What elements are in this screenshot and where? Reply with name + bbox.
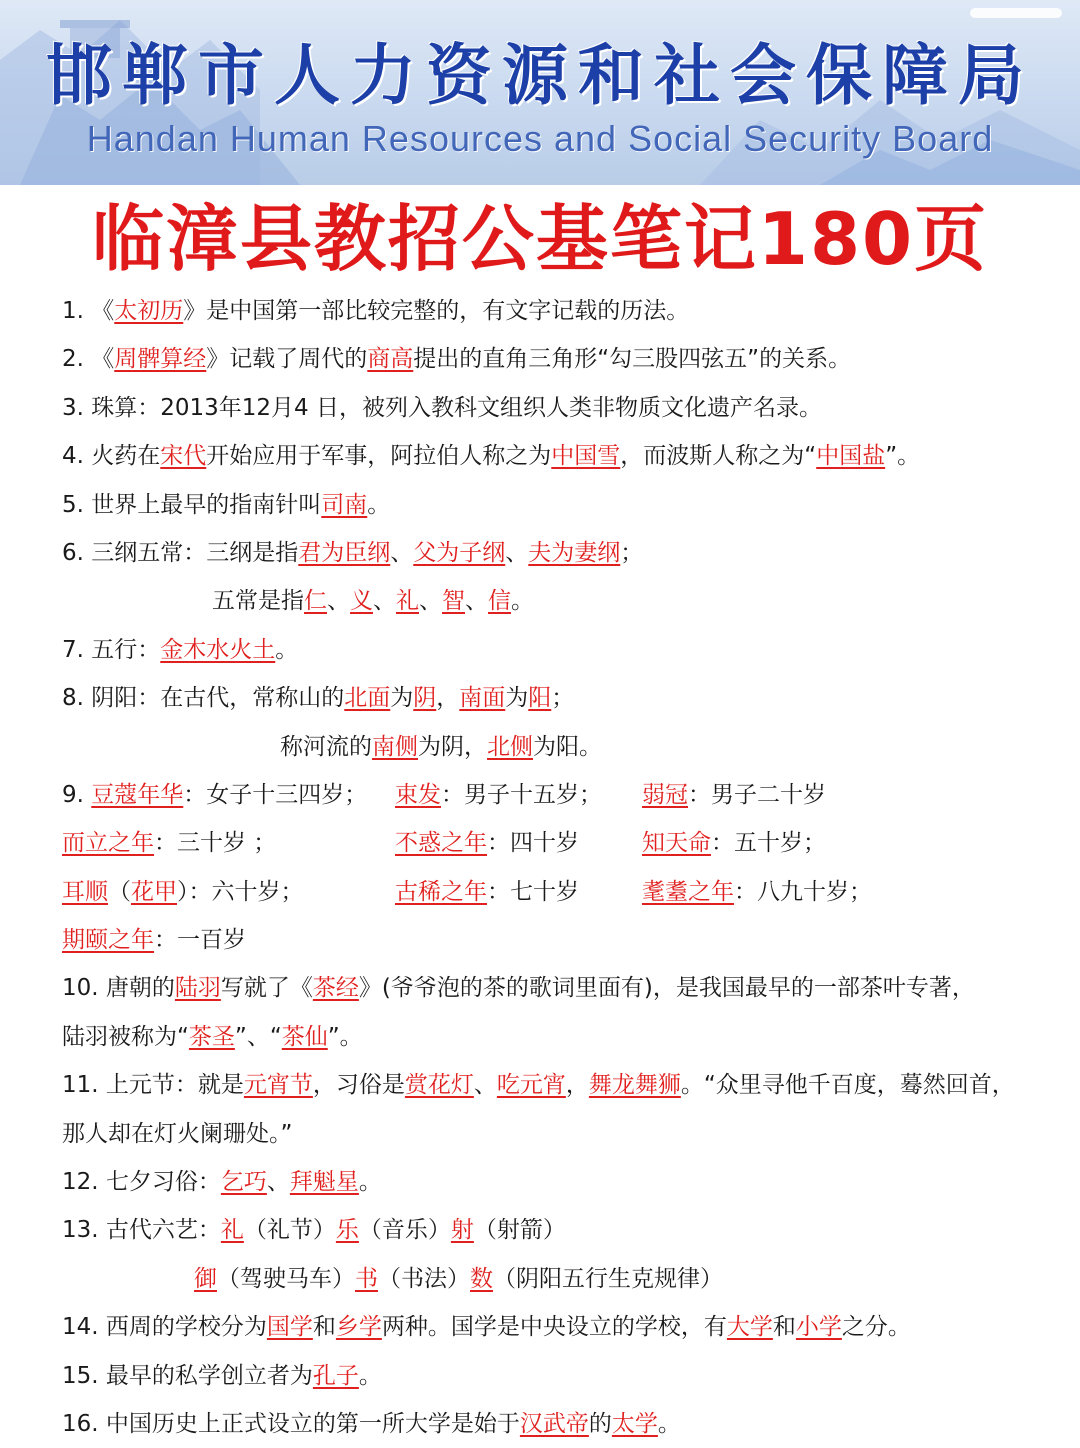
highlighted-term: 阴 <box>413 685 437 712</box>
note-text: ”。 <box>327 1023 363 1050</box>
highlighted-term: 花甲 <box>131 878 177 905</box>
note-line <box>62 529 1040 577</box>
note-text: ； <box>620 539 644 566</box>
note-text: 、 <box>505 539 529 566</box>
highlighted-term: 阳 <box>528 685 552 712</box>
note-text: 。 <box>358 1362 382 1389</box>
highlighted-term: 金木水火土 <box>160 636 276 663</box>
note-text: 称河流的 <box>280 733 372 760</box>
note-text: （礼节） <box>243 1217 336 1244</box>
highlighted-term: 中国盐 <box>816 443 886 470</box>
note-column <box>642 819 826 867</box>
note-text: （ <box>108 878 131 905</box>
note-text: 之分。 <box>841 1314 911 1341</box>
highlighted-term: 南面 <box>459 685 506 712</box>
note-text: ； <box>551 685 575 712</box>
note-text: 。 <box>358 1169 382 1196</box>
note-text: 4. 火药在 <box>62 443 161 470</box>
note-text: 为阴， <box>418 733 487 760</box>
highlighted-term: 元宵节 <box>243 1072 313 1099</box>
note-text: ：八九十岁； <box>734 878 872 905</box>
highlighted-term: 商高 <box>367 346 414 373</box>
note-text: 和 <box>772 1314 796 1341</box>
note-column <box>395 868 579 916</box>
note-text: （音乐） <box>358 1217 451 1244</box>
highlighted-term: 太学 <box>611 1410 658 1437</box>
highlighted-term: 数 <box>470 1265 493 1292</box>
note-text: 和 <box>312 1314 336 1341</box>
highlighted-term: 耳顺 <box>62 878 108 905</box>
highlighted-term: 束发 <box>395 781 441 808</box>
note-text: 5. 世界上最早的指南针叫 <box>62 491 322 518</box>
note-text: 。“众里寻他千百度，蓦然回首， <box>680 1072 1015 1099</box>
note-text: （驾驶马车） <box>217 1265 355 1292</box>
highlighted-term: 周髀算经 <box>114 346 207 373</box>
note-text: ”。 <box>885 443 921 470</box>
note-text: ）：六十岁； <box>177 878 304 905</box>
note-line <box>62 384 1040 432</box>
highlighted-term: 书 <box>355 1265 378 1292</box>
note-line <box>62 723 1040 771</box>
highlighted-term: 夫为妻纲 <box>528 539 621 566</box>
note-text: 15. 最早的私学创立者为 <box>62 1362 313 1389</box>
note-text: 、 <box>390 539 414 566</box>
note-text: （书法） <box>378 1265 470 1292</box>
note-text: 。 <box>275 636 299 663</box>
note-text: ：五十岁； <box>711 830 826 857</box>
header-banner <box>0 0 1080 185</box>
highlighted-term: 信 <box>488 588 511 615</box>
note-text: 3. 珠算：2013年12月4 日，被列入教科文组织人类非物质文化遗产名录。 <box>62 394 822 421</box>
note-text: 陆羽被称为“ <box>62 1023 189 1050</box>
highlighted-term: 御 <box>194 1265 217 1292</box>
highlighted-term: 弱冠 <box>642 781 688 808</box>
highlighted-term: 乞巧 <box>220 1169 267 1196</box>
note-text: 提出的直角三角形“勾三股四弦五”的关系。 <box>413 346 852 373</box>
page-title: 临漳县教招公基笔记180页 <box>91 197 989 281</box>
highlighted-term: 乡学 <box>335 1314 382 1341</box>
scroll-indicator <box>970 8 1062 18</box>
banner-title: 邯郸市人力资源和社会保障局 <box>46 36 1034 114</box>
note-line <box>62 1158 1040 1206</box>
highlighted-term: 知天命 <box>642 830 711 857</box>
note-text: 10. 唐朝的 <box>62 975 175 1002</box>
highlighted-term: 古稀之年 <box>395 878 487 905</box>
note-line <box>62 432 1040 480</box>
highlighted-term: 北侧 <box>487 733 533 760</box>
note-line <box>62 577 1040 625</box>
note-text: 12. 七夕习俗： <box>62 1169 221 1196</box>
note-column <box>395 819 579 867</box>
note-line <box>62 771 1040 819</box>
highlighted-term: 大学 <box>726 1314 773 1341</box>
highlighted-term: 拜魁星 <box>289 1169 359 1196</box>
highlighted-term: 南侧 <box>372 733 418 760</box>
note-text: 、 <box>266 1169 290 1196</box>
highlighted-term: 中国雪 <box>551 443 621 470</box>
note-line <box>62 335 1040 383</box>
note-text: 2. 《 <box>62 346 115 373</box>
note-text: 为阳。 <box>533 733 602 760</box>
note-text: 7. 五行： <box>62 636 161 663</box>
highlighted-term: 乐 <box>335 1217 359 1244</box>
note-line <box>62 1255 1040 1303</box>
highlighted-term: 茶经 <box>312 975 359 1002</box>
notes-list <box>0 285 1080 1448</box>
highlighted-term: 小学 <box>795 1314 842 1341</box>
highlighted-term: 智 <box>442 588 465 615</box>
note-text: 14. 西周的学校分为 <box>62 1314 267 1341</box>
note-text: （阴阳五行生克规律） <box>493 1265 723 1292</box>
note-column <box>642 771 826 819</box>
note-text: 、 <box>465 588 488 615</box>
highlighted-term: 舞龙舞狮 <box>588 1072 681 1099</box>
note-text: 、 <box>473 1072 497 1099</box>
note-line <box>62 916 1040 964</box>
highlighted-term: 射 <box>450 1217 474 1244</box>
note-text: ， <box>565 1072 589 1099</box>
note-line <box>62 1400 1040 1448</box>
note-text: 那人却在灯火阑珊处。” <box>62 1120 293 1147</box>
highlighted-term: 父为子纲 <box>413 539 506 566</box>
note-text: 为 <box>390 685 414 712</box>
note-text: ：男子二十岁 <box>688 781 826 808</box>
highlighted-term: 国学 <box>266 1314 313 1341</box>
note-text: 为 <box>505 685 529 712</box>
highlighted-term: 而立之年 <box>62 830 154 857</box>
note-text: 的 <box>588 1410 612 1437</box>
highlighted-term: 吃元宵 <box>496 1072 566 1099</box>
note-column <box>62 868 304 916</box>
note-text: 、 <box>327 588 350 615</box>
note-line <box>62 964 1040 1012</box>
note-text: 写就了《 <box>220 975 313 1002</box>
note-text: ：三十岁 ； <box>154 830 277 857</box>
highlighted-term: 义 <box>350 588 373 615</box>
note-text: 。 <box>657 1410 681 1437</box>
note-text: 11. 上元节：就是 <box>62 1072 244 1099</box>
highlighted-term: 赏花灯 <box>404 1072 474 1099</box>
note-text: ”、“ <box>234 1023 282 1050</box>
highlighted-term: 豆蔻年华 <box>91 781 184 808</box>
note-line <box>62 481 1040 529</box>
note-text: 。 <box>511 588 534 615</box>
highlighted-term: 司南 <box>321 491 368 518</box>
highlighted-term: 陆羽 <box>174 975 221 1002</box>
note-text: 》(爷爷泡的茶的歌词里面有)，是我国最早的一部茶叶专著， <box>358 975 975 1002</box>
banner-subtitle: Handan Human Resources and Social Security Board <box>86 118 994 159</box>
note-text: 》记载了周代的 <box>206 346 368 373</box>
note-line <box>62 1352 1040 1400</box>
note-line <box>62 1110 1040 1158</box>
note-text: 、 <box>373 588 396 615</box>
note-line <box>62 1303 1040 1351</box>
note-text: 16. 中国历史上正式设立的第一所大学是始于 <box>62 1410 520 1437</box>
note-text: 五常是指 <box>212 588 304 615</box>
note-line <box>62 1013 1040 1061</box>
highlighted-term: 君为臣纲 <box>298 539 391 566</box>
note-column <box>62 771 367 819</box>
highlighted-term: 茶仙 <box>281 1023 328 1050</box>
note-text: 6. 三纲五常：三纲是指 <box>62 539 299 566</box>
highlighted-term: 礼 <box>396 588 419 615</box>
note-line <box>62 1061 1040 1109</box>
note-column <box>395 771 602 819</box>
highlighted-term: 汉武帝 <box>519 1410 589 1437</box>
note-text: 》是中国第一部比较完整的，有文字记载的历法。 <box>183 298 690 324</box>
note-text: 、 <box>419 588 442 615</box>
note-text: ，而波斯人称之为“ <box>620 443 817 470</box>
note-column <box>62 819 276 867</box>
note-text: 。 <box>367 491 391 518</box>
highlighted-term: 期颐之年 <box>62 927 154 954</box>
note-text: 13. 古代六艺： <box>62 1217 221 1244</box>
highlighted-term: 耄耋之年 <box>642 878 734 905</box>
note-line <box>62 819 1040 867</box>
note-text: ：女子十三四岁； <box>183 781 368 808</box>
highlighted-term: 北面 <box>344 685 391 712</box>
note-text: 9. <box>62 781 92 808</box>
note-text: ：四十岁 <box>487 830 579 857</box>
note-line <box>62 1206 1040 1254</box>
note-text: 1. 《 <box>62 298 115 324</box>
note-text: 两种。国学是中央设立的学校，有 <box>381 1314 727 1341</box>
highlighted-term: 仁 <box>304 588 327 615</box>
highlighted-term: 礼 <box>220 1217 244 1244</box>
note-text: 开始应用于军事，阿拉伯人称之为 <box>206 443 552 470</box>
note-text: ：七十岁 <box>487 878 579 905</box>
note-text: ，习俗是 <box>312 1072 405 1099</box>
note-text: ：一百岁 <box>154 927 246 954</box>
note-line <box>62 674 1040 722</box>
note-text: 8. 阴阳：在古代，常称山的 <box>62 685 345 712</box>
highlighted-term: 不惑之年 <box>395 830 487 857</box>
note-text: ， <box>436 685 460 712</box>
note-text: ：男子十五岁； <box>441 781 602 808</box>
note-line <box>62 287 1040 335</box>
highlighted-term: 太初历 <box>114 298 184 324</box>
highlighted-term: 茶圣 <box>188 1023 235 1050</box>
note-text: （射箭） <box>473 1217 566 1244</box>
note-line <box>62 868 1040 916</box>
note-line <box>62 626 1040 674</box>
highlighted-term: 宋代 <box>160 443 207 470</box>
note-column <box>642 868 872 916</box>
highlighted-term: 孔子 <box>312 1362 359 1389</box>
